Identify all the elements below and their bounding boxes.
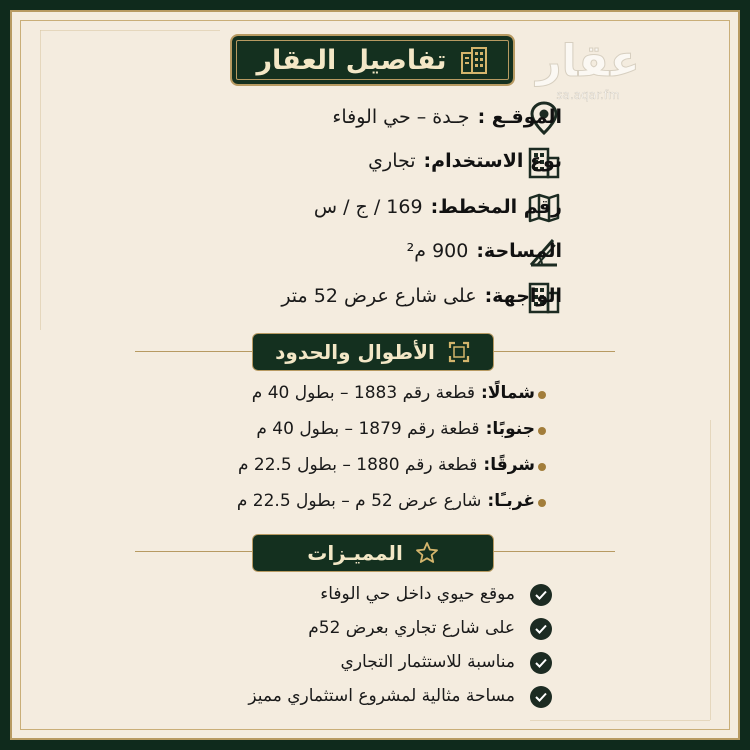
bounds-section-title: الأطوال والحدود	[275, 340, 435, 364]
bound-row-south	[256, 419, 535, 439]
detail-row-location	[332, 106, 562, 128]
bound-row-north	[252, 383, 535, 403]
feature-item: مناسبة للاستثمار التجاري	[340, 652, 515, 672]
checkmark-icon	[530, 584, 552, 606]
detail-value: تجاري	[368, 150, 416, 172]
bound-row-west	[237, 491, 535, 511]
detail-label: نوع الاستخدام:	[423, 150, 562, 172]
detail-label: المساحة:	[476, 240, 562, 262]
detail-value: 900 م²	[406, 240, 469, 262]
checkmark-icon	[530, 652, 552, 674]
title-banner	[230, 34, 515, 86]
feature-item: موقع حيوي داخل حي الوفاء	[320, 584, 515, 604]
bound-direction: شمالًا:	[481, 383, 535, 403]
detail-label: الموقـع :	[477, 106, 562, 128]
buildings-icon	[459, 45, 489, 75]
bounds-section-banner	[252, 333, 494, 371]
feature-item: على شارع تجاري بعرض 52م	[308, 618, 515, 638]
bound-row-east	[238, 455, 535, 475]
bullet-icon	[538, 427, 546, 435]
bullet-icon	[538, 391, 546, 399]
frame-icon	[447, 340, 471, 364]
features-section-title: المميـزات	[307, 541, 403, 565]
detail-row-usage	[368, 150, 562, 172]
bound-text: قطعة رقم 1883 – بطول 40 م	[251, 383, 476, 403]
bound-text: شارع عرض 52 م – بطول 22.5 م	[236, 491, 482, 511]
logo-word: عقار	[536, 36, 640, 87]
detail-value: 169 / ج / س	[313, 196, 423, 218]
bound-direction: غربـًا:	[487, 491, 535, 511]
detail-label: رقم المخطط:	[430, 196, 562, 218]
features-section-banner	[252, 534, 494, 572]
bound-direction: شرقًا:	[483, 455, 535, 475]
checkmark-icon	[530, 618, 552, 640]
detail-row-plan	[314, 196, 562, 218]
detail-row-facade	[281, 285, 562, 307]
bound-direction: جنوبًا:	[485, 419, 535, 439]
logo-url: sa.aqar.fm	[556, 88, 620, 102]
bound-text: قطعة رقم 1880 – بطول 22.5 م	[237, 455, 478, 475]
detail-value: على شارع عرض 52 متر	[281, 285, 477, 307]
detail-row-area	[407, 240, 562, 262]
bullet-icon	[538, 463, 546, 471]
page-title: تفاصيل العقار	[256, 44, 447, 76]
bound-text: قطعة رقم 1879 – بطول 40 م	[256, 419, 480, 439]
checkmark-icon	[530, 686, 552, 708]
feature-item: مساحة مثالية لمشروع استثماري مميز	[248, 686, 515, 706]
detail-value: جـدة – حي الوفاء	[332, 106, 470, 128]
logo	[528, 36, 648, 102]
detail-label: الواجهة:	[484, 285, 562, 307]
star-icon	[415, 541, 439, 565]
bullet-icon	[538, 499, 546, 507]
